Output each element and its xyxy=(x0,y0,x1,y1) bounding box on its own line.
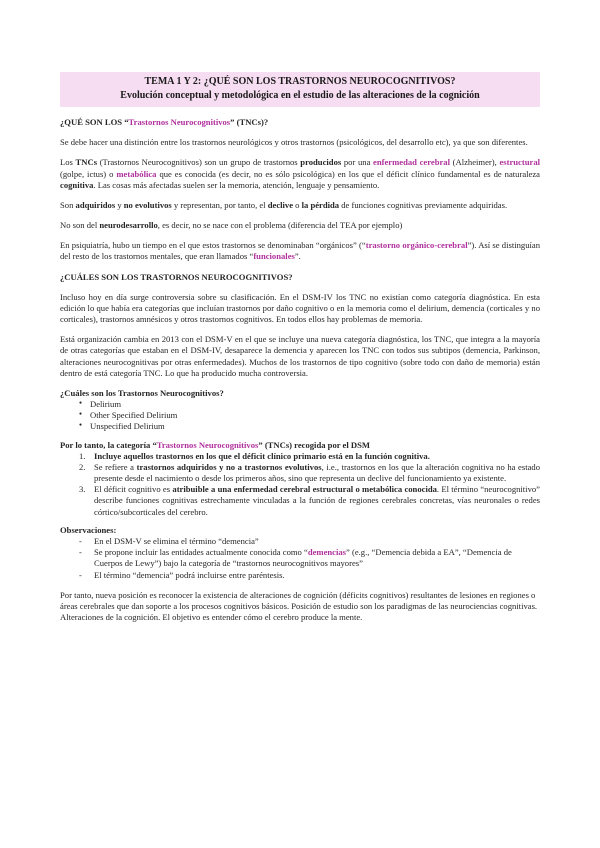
paragraph-neurodevelopment: No son del neurodesarrollo, es decir, no se nace con el problema (diferencia del TEA por ejemplo) xyxy=(60,220,403,231)
paragraph-distinction: Se debe hacer una distinción entre los trastornos neurológicos y otros trastornos (psicológicos, del desarrollo etc), ya que son diferentes. xyxy=(60,137,528,148)
question-which-tnc: ¿Cuáles son los Trastornos Neurocognitivos? xyxy=(60,387,224,398)
paragraph-dsm-iv: Incluso hoy en día surge controversia sobre su clasificación. En el DSM-IV los TNC no existían como categoría diagnóstica. En esta edición lo que había era categorías que incluían trastornos por daño cognitivo o en la memoria como el delirium, demencia (corticales y no corticales), trastornos amnésicos y otros trastornos cognitivos. En todos ellos hay problemas de memoria. xyxy=(60,291,540,325)
document-page xyxy=(60,72,540,632)
list-item: ● Other Specified Delirium xyxy=(60,410,540,421)
paragraph-dsm-v: Está organización cambia en 2013 con el DSM-V en el que se incluye una nueva categoría diagnóstica, los TNC, que integra a la mayoría de otras categorías que estaban en el DSM-IV, desaparece la demencia y aparecen los TNC con todos sus subtipos (demencia, Parkinson, alteraciones neurocognitivas por otras enfermedades). Muchos de los trastornos de tipo cognitivo (sobre todo con daño de memoria) están dentro de está categoría TNC. Lo que ha producido mucha controversia. xyxy=(60,334,540,378)
paragraph-conclusion: Por tanto, nueva posición es reconocer la existencia de alteraciones de cognición (déficits cognitivos) resultantes de lesiones en regiones o áreas cerebrales que dan soporte a los procesos cognitivos básicos. Posición de estudio son los paradigmas de las neurociencias cognitivas. Alteraciones de la cognición. El objetivo es entender cómo el cerebro produce la mente. xyxy=(60,589,538,623)
paragraph-psychiatry: En psiquiatría, hubo un tiempo en el que estos trastornos se denominaban “orgánicos” (“trastorno orgánico-cerebral”). Así se distinguían del resto de los trastornos mentales, que eran llamados “funcionales”. xyxy=(60,240,540,262)
section-heading-what: ¿QUÉ SON LOS “Trastornos Neurocognitivos” (TNCs)? xyxy=(60,117,269,127)
section-heading-which: ¿CUÁLES SON LOS TRASTORNOS NEUROCOGNITIVOS? xyxy=(60,271,293,282)
list-item: 3. El déficit cognitivo es atribuible a una enfermedad cerebral estructural o metabólica conocida. El término “neurocognitivo” describe funciones cognitivas estrechamente vinculadas a la función de regiones cerebrales concretas, vías neuronales o redes córtico/subcorticales del cerebro. xyxy=(79,484,540,517)
category-numbered-list xyxy=(60,451,540,518)
paragraph-acquired: Son adquiridos y no evolutivos y representan, por tanto, el declive o la pérdida de funciones cognitivas previamente adquiridas. xyxy=(60,199,508,210)
list-item: 2. Se refiere a trastornos adquiridos y no a trastornos evolutivos, i.e., trastornos en los que la alteración cognitiva no ha estado presente desde el nacimiento o desde los primeros años, sino que representa un declive del funcionamiento ya existente. xyxy=(79,461,540,484)
title-line-2: Evolución conceptual y metodológica en el estudio de las alteraciones de la cognición xyxy=(120,89,480,101)
list-item: ● Delirium xyxy=(60,399,540,410)
observations-list xyxy=(60,536,540,581)
list-item: ● Unspecified Delirium xyxy=(60,421,540,432)
category-heading: Por lo tanto, la categoría “Trastornos Neurocognitivos” (TNCs) recogida por el DSM xyxy=(60,439,371,450)
paragraph-tnc-definition: Los TNCs (Trastornos Neurocognitivos) son un grupo de trastornos producidos por una enfermedad cerebral (Alzheimer), estructural (golpe, ictus) o metabólica que es conocida (es decir, no es sólo psicológica) en los que el déficit clínico fundamental es de naturaleza cognitiva. Las cosas más afectadas suelen ser la memoria, atención, lenguaje y pensamiento. xyxy=(60,157,541,190)
list-item: - El término “demencia” podrá incluirse entre paréntesis. xyxy=(60,570,540,581)
list-item: - En el DSM-V se elimina el término “demencia” xyxy=(60,536,540,547)
title-line-1: TEMA 1 Y 2: ¿QUÉ SON LOS TRASTORNOS NEUROCOGNITIVOS? xyxy=(144,76,456,87)
title-box xyxy=(60,72,540,107)
list-item: - Se propone incluir las entidades actualmente conocida como “demencias” (e.g., “Demencia debida a EA”, “Demencia de Cuerpos de Lewy”) bajo la categoría de “trastornos neurocognitivos mayores” xyxy=(60,547,540,569)
list-item: 1. Incluye aquellos trastornos en los que el déficit clínico primario está en la función cognitiva. xyxy=(79,450,430,461)
observations-heading: Observaciones: xyxy=(60,524,117,535)
tnc-bullet-list xyxy=(60,399,540,433)
